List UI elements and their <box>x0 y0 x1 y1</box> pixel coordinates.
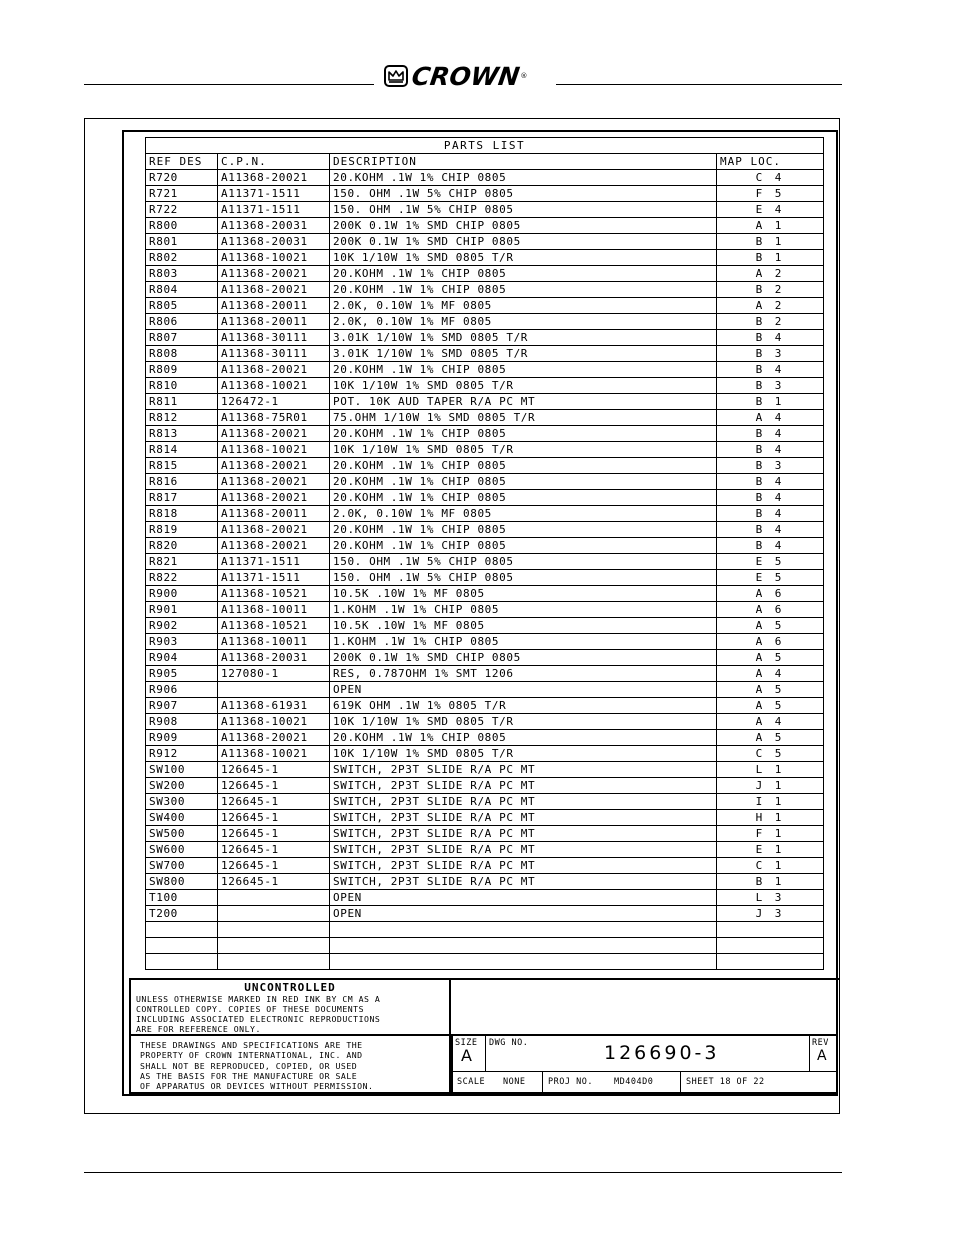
dwg-cell <box>486 1036 810 1072</box>
table-row <box>146 506 824 522</box>
cpn-cell: A11371-1511 <box>218 186 330 202</box>
table-row <box>146 746 824 762</box>
table-row <box>146 250 824 266</box>
table-row <box>146 570 824 586</box>
col-map-loc: MAP LOC. <box>717 154 824 170</box>
ref-des-cell: R801 <box>146 234 218 250</box>
size-label: SIZE <box>455 1038 478 1048</box>
map-loc-cell: C 1 <box>717 858 824 874</box>
blank-cell <box>146 938 218 954</box>
map-loc-cell: A 5 <box>717 698 824 714</box>
proprietary-notice <box>129 1034 451 1094</box>
table-row <box>146 330 824 346</box>
cpn-cell: A11368-20021 <box>218 170 330 186</box>
cpn-cell: A11368-61931 <box>218 698 330 714</box>
proprietary-line: SHALL NOT BE REPRODUCED, COPIED, OR USED <box>140 1060 358 1071</box>
crown-icon <box>384 65 408 87</box>
dwg-label: DWG NO. <box>489 1038 529 1048</box>
ref-des-cell: R808 <box>146 346 218 362</box>
proprietary-line: AS THE BASIS FOR THE MANUFACTURE OR SALE <box>140 1070 358 1081</box>
ref-des-cell: R803 <box>146 266 218 282</box>
ref-des-cell: T200 <box>146 906 218 922</box>
table-row <box>146 314 824 330</box>
ref-des-cell: R818 <box>146 506 218 522</box>
description-cell: SWITCH, 2P3T SLIDE R/A PC MT <box>330 858 717 874</box>
proj-label: PROJ NO. <box>548 1077 593 1087</box>
cpn-cell <box>218 906 330 922</box>
cpn-cell: A11368-20021 <box>218 282 330 298</box>
col-ref-des: REF DES <box>146 154 218 170</box>
ref-des-cell: R819 <box>146 522 218 538</box>
table-row <box>146 554 824 570</box>
cpn-cell: A11368-20021 <box>218 522 330 538</box>
cpn-cell: 126472-1 <box>218 394 330 410</box>
table-row <box>146 618 824 634</box>
size-value: A <box>461 1046 473 1065</box>
scale-cell <box>453 1072 543 1092</box>
ref-des-cell: R903 <box>146 634 218 650</box>
cpn-cell: 126645-1 <box>218 826 330 842</box>
notice-title: UNCONTROLLED <box>244 981 336 994</box>
table-row <box>146 394 824 410</box>
description-cell: SWITCH, 2P3T SLIDE R/A PC MT <box>330 778 717 794</box>
table-row <box>146 650 824 666</box>
table-row <box>146 282 824 298</box>
description-cell: 75.OHM 1/10W 1% SMD 0805 T/R <box>330 410 717 426</box>
ref-des-cell: R811 <box>146 394 218 410</box>
table-row <box>146 602 824 618</box>
map-loc-cell: C 4 <box>717 170 824 186</box>
ref-des-cell: R722 <box>146 202 218 218</box>
cpn-cell: 126645-1 <box>218 794 330 810</box>
map-loc-cell: A 4 <box>717 410 824 426</box>
blank-cell <box>330 954 717 970</box>
cpn-cell: A11368-30111 <box>218 346 330 362</box>
table-row <box>146 410 824 426</box>
table-row <box>146 826 824 842</box>
parts-list-title: PARTS LIST <box>146 138 824 154</box>
notice-line: CONTROLLED COPY. COPIES OF THESE DOCUMENTS <box>136 1004 365 1014</box>
proprietary-line: PROPERTY OF CROWN INTERNATIONAL, INC. AND <box>140 1050 363 1061</box>
ref-des-cell: R909 <box>146 730 218 746</box>
cpn-cell: A11368-20011 <box>218 506 330 522</box>
map-loc-cell: C 5 <box>717 746 824 762</box>
description-cell: 20.KOHM .1W 1% CHIP 0805 <box>330 458 717 474</box>
ref-des-cell: SW500 <box>146 826 218 842</box>
table-row <box>146 362 824 378</box>
ref-des-cell: R807 <box>146 330 218 346</box>
map-loc-cell: B 4 <box>717 474 824 490</box>
map-loc-cell: B 1 <box>717 234 824 250</box>
table-row <box>146 426 824 442</box>
description-cell: 20.KOHM .1W 1% CHIP 0805 <box>330 490 717 506</box>
ref-des-cell: R804 <box>146 282 218 298</box>
ref-des-cell: R822 <box>146 570 218 586</box>
map-loc-cell: E 4 <box>717 202 824 218</box>
map-loc-cell: A 6 <box>717 586 824 602</box>
table-row <box>146 714 824 730</box>
description-cell: 200K 0.1W 1% SMD CHIP 0805 <box>330 650 717 666</box>
description-cell: 10K 1/10W 1% SMD 0805 T/R <box>330 442 717 458</box>
col-description: DESCRIPTION <box>330 154 717 170</box>
cpn-cell: A11368-20031 <box>218 234 330 250</box>
cpn-cell: A11368-10021 <box>218 714 330 730</box>
ref-des-cell: SW700 <box>146 858 218 874</box>
cpn-cell: A11368-20011 <box>218 298 330 314</box>
cpn-cell: A11368-10021 <box>218 378 330 394</box>
map-loc-cell: E 1 <box>717 842 824 858</box>
table-row <box>146 234 824 250</box>
cpn-cell: 126645-1 <box>218 762 330 778</box>
description-cell: 3.01K 1/10W 1% SMD 0805 T/R <box>330 330 717 346</box>
table-row <box>146 346 824 362</box>
description-cell: 1.KOHM .1W 1% CHIP 0805 <box>330 634 717 650</box>
description-cell: 20.KOHM .1W 1% CHIP 0805 <box>330 426 717 442</box>
uncontrolled-notice <box>129 978 451 1036</box>
ref-des-cell: R907 <box>146 698 218 714</box>
table-row <box>146 666 824 682</box>
description-cell: 20.KOHM .1W 1% CHIP 0805 <box>330 474 717 490</box>
description-cell: 200K 0.1W 1% SMD CHIP 0805 <box>330 218 717 234</box>
table-row <box>146 474 824 490</box>
description-cell: 10K 1/10W 1% SMD 0805 T/R <box>330 378 717 394</box>
description-cell: 20.KOHM .1W 1% CHIP 0805 <box>330 538 717 554</box>
description-cell: 150. OHM .1W 5% CHIP 0805 <box>330 570 717 586</box>
cpn-cell: 127080-1 <box>218 666 330 682</box>
cpn-cell: A11368-10521 <box>218 586 330 602</box>
cpn-cell: A11368-10021 <box>218 442 330 458</box>
table-row <box>146 586 824 602</box>
map-loc-cell: J 3 <box>717 906 824 922</box>
description-cell: 3.01K 1/10W 1% SMD 0805 T/R <box>330 346 717 362</box>
table-row <box>146 762 824 778</box>
map-loc-cell: B 3 <box>717 378 824 394</box>
blank-row <box>146 954 824 970</box>
ref-des-cell: R816 <box>146 474 218 490</box>
map-loc-cell: F 5 <box>717 186 824 202</box>
cpn-cell: A11368-20021 <box>218 458 330 474</box>
cpn-cell: A11368-30111 <box>218 330 330 346</box>
table-row <box>146 186 824 202</box>
map-loc-cell: A 5 <box>717 730 824 746</box>
parts-list-table <box>145 137 824 970</box>
description-cell: 200K 0.1W 1% SMD CHIP 0805 <box>330 234 717 250</box>
ref-des-cell: R901 <box>146 602 218 618</box>
ref-des-cell: R800 <box>146 218 218 234</box>
map-loc-cell: B 2 <box>717 314 824 330</box>
ref-des-cell: R904 <box>146 650 218 666</box>
ref-des-cell: SW300 <box>146 794 218 810</box>
sheet-number: SHEET 18 OF 22 <box>686 1077 765 1087</box>
table-row <box>146 858 824 874</box>
table-row <box>146 538 824 554</box>
cpn-cell: A11368-20021 <box>218 730 330 746</box>
ref-des-cell: SW100 <box>146 762 218 778</box>
ref-des-cell: R809 <box>146 362 218 378</box>
cpn-cell: A11368-20021 <box>218 474 330 490</box>
map-loc-cell: A 5 <box>717 650 824 666</box>
map-loc-cell: B 1 <box>717 250 824 266</box>
description-cell: 10.5K .10W 1% MF 0805 <box>330 618 717 634</box>
cpn-cell: A11368-10521 <box>218 618 330 634</box>
table-row <box>146 490 824 506</box>
cpn-cell: A11368-10021 <box>218 746 330 762</box>
cpn-cell: A11371-1511 <box>218 570 330 586</box>
ref-des-cell: R821 <box>146 554 218 570</box>
col-cpn: C.P.N. <box>218 154 330 170</box>
map-loc-cell: B 2 <box>717 282 824 298</box>
cpn-cell <box>218 682 330 698</box>
ref-des-cell: R902 <box>146 618 218 634</box>
blank-cell <box>218 954 330 970</box>
blank-cell <box>146 954 218 970</box>
description-cell: 20.KOHM .1W 1% CHIP 0805 <box>330 170 717 186</box>
ref-des-cell: R906 <box>146 682 218 698</box>
proprietary-line: OF APPARATUS OR DEVICES WITHOUT PERMISSION. <box>140 1081 374 1092</box>
map-loc-cell: E 5 <box>717 554 824 570</box>
ref-des-cell: R805 <box>146 298 218 314</box>
crown-logo <box>384 62 554 90</box>
table-row <box>146 442 824 458</box>
ref-des-cell: SW200 <box>146 778 218 794</box>
ref-des-cell: R814 <box>146 442 218 458</box>
description-cell: 10K 1/10W 1% SMD 0805 T/R <box>330 746 717 762</box>
cpn-cell: A11368-10011 <box>218 602 330 618</box>
description-cell: RES, 0.787OHM 1% SMT 1206 <box>330 666 717 682</box>
blank-row <box>146 922 824 938</box>
notice-line: UNLESS OTHERWISE MARKED IN RED INK BY CM AS A <box>136 994 381 1004</box>
table-row <box>146 730 824 746</box>
description-cell: 150. OHM .1W 5% CHIP 0805 <box>330 554 717 570</box>
map-loc-cell: A 1 <box>717 218 824 234</box>
map-loc-cell: B 4 <box>717 330 824 346</box>
description-cell: 10K 1/10W 1% SMD 0805 T/R <box>330 714 717 730</box>
map-loc-cell: B 4 <box>717 442 824 458</box>
notice-line: ARE FOR REFERENCE ONLY. <box>136 1024 261 1034</box>
cpn-cell: 126645-1 <box>218 874 330 890</box>
description-cell: SWITCH, 2P3T SLIDE R/A PC MT <box>330 794 717 810</box>
ref-des-cell: SW600 <box>146 842 218 858</box>
ref-des-cell: R912 <box>146 746 218 762</box>
blank-box <box>449 978 840 1036</box>
parts-list-body <box>146 170 824 970</box>
table-row <box>146 810 824 826</box>
map-loc-cell: A 4 <box>717 666 824 682</box>
blank-cell <box>330 922 717 938</box>
description-cell: POT. 10K AUD TAPER R/A PC MT <box>330 394 717 410</box>
map-loc-cell: B 1 <box>717 874 824 890</box>
rev-label: REV <box>812 1038 829 1048</box>
map-loc-cell: A 5 <box>717 682 824 698</box>
description-cell: 619K OHM .1W 1% 0805 T/R <box>330 698 717 714</box>
description-cell: 2.0K, 0.10W 1% MF 0805 <box>330 506 717 522</box>
ref-des-cell: R905 <box>146 666 218 682</box>
description-cell: 10.5K .10W 1% MF 0805 <box>330 586 717 602</box>
table-row <box>146 298 824 314</box>
cpn-cell: A11368-20021 <box>218 538 330 554</box>
blank-cell <box>330 938 717 954</box>
cpn-cell: 126645-1 <box>218 858 330 874</box>
ref-des-cell: R806 <box>146 314 218 330</box>
description-cell: 150. OHM .1W 5% CHIP 0805 <box>330 202 717 218</box>
cpn-cell: A11368-20011 <box>218 314 330 330</box>
table-row <box>146 682 824 698</box>
description-cell: 1.KOHM .1W 1% CHIP 0805 <box>330 602 717 618</box>
map-loc-cell: B 4 <box>717 522 824 538</box>
blank-cell <box>717 954 824 970</box>
table-row <box>146 874 824 890</box>
map-loc-cell: E 5 <box>717 570 824 586</box>
table-row <box>146 778 824 794</box>
blank-cell <box>146 922 218 938</box>
table-row <box>146 890 824 906</box>
ref-des-cell: R812 <box>146 410 218 426</box>
cpn-cell: A11368-75R01 <box>218 410 330 426</box>
description-cell: 20.KOHM .1W 1% CHIP 0805 <box>330 730 717 746</box>
description-cell: SWITCH, 2P3T SLIDE R/A PC MT <box>330 842 717 858</box>
scale-label: SCALE <box>457 1077 486 1087</box>
cpn-cell: A11368-20021 <box>218 266 330 282</box>
description-cell: 20.KOHM .1W 1% CHIP 0805 <box>330 362 717 378</box>
blank-row <box>146 938 824 954</box>
map-loc-cell: A 6 <box>717 634 824 650</box>
ref-des-cell: SW400 <box>146 810 218 826</box>
map-loc-cell: B 3 <box>717 458 824 474</box>
map-loc-cell: B 4 <box>717 538 824 554</box>
header-rule-left <box>84 84 374 85</box>
proj-value: MD404D0 <box>614 1077 654 1087</box>
table-row <box>146 906 824 922</box>
ref-des-cell: R815 <box>146 458 218 474</box>
description-cell: 10K 1/10W 1% SMD 0805 T/R <box>330 250 717 266</box>
map-loc-cell: B 4 <box>717 362 824 378</box>
description-cell: 2.0K, 0.10W 1% MF 0805 <box>330 314 717 330</box>
description-cell: 2.0K, 0.10W 1% MF 0805 <box>330 298 717 314</box>
cpn-cell: A11368-20021 <box>218 490 330 506</box>
description-cell: SWITCH, 2P3T SLIDE R/A PC MT <box>330 826 717 842</box>
dwg-number: 126690-3 <box>604 1042 720 1064</box>
description-cell: SWITCH, 2P3T SLIDE R/A PC MT <box>330 874 717 890</box>
description-cell: 20.KOHM .1W 1% CHIP 0805 <box>330 522 717 538</box>
table-row <box>146 218 824 234</box>
cpn-cell: 126645-1 <box>218 778 330 794</box>
map-loc-cell: A 4 <box>717 714 824 730</box>
cpn-cell: 126645-1 <box>218 810 330 826</box>
map-loc-cell: A 6 <box>717 602 824 618</box>
cpn-cell: A11368-20031 <box>218 650 330 666</box>
ref-des-cell: SW800 <box>146 874 218 890</box>
proprietary-line: THESE DRAWINGS AND SPECIFICATIONS ARE THE <box>140 1040 363 1050</box>
cpn-cell: A11371-1511 <box>218 202 330 218</box>
cpn-cell: A11368-10011 <box>218 634 330 650</box>
header-rule-right <box>556 84 842 85</box>
table-row <box>146 378 824 394</box>
map-loc-cell: H 1 <box>717 810 824 826</box>
description-cell: SWITCH, 2P3T SLIDE R/A PC MT <box>330 810 717 826</box>
map-loc-cell: L 1 <box>717 762 824 778</box>
table-row <box>146 794 824 810</box>
cpn-cell: A11368-20031 <box>218 218 330 234</box>
table-row <box>146 458 824 474</box>
ref-des-cell: R900 <box>146 586 218 602</box>
title-block <box>451 1034 838 1094</box>
map-loc-cell: A 2 <box>717 266 824 282</box>
map-loc-cell: F 1 <box>717 826 824 842</box>
registered-mark: ® <box>520 72 528 80</box>
blank-cell <box>717 938 824 954</box>
table-row <box>146 842 824 858</box>
table-row <box>146 698 824 714</box>
description-cell: 20.KOHM .1W 1% CHIP 0805 <box>330 266 717 282</box>
size-cell <box>453 1036 486 1072</box>
description-cell: SWITCH, 2P3T SLIDE R/A PC MT <box>330 762 717 778</box>
description-cell: 20.KOHM .1W 1% CHIP 0805 <box>330 282 717 298</box>
map-loc-cell: I 1 <box>717 794 824 810</box>
cpn-cell <box>218 890 330 906</box>
notice-line: INCLUDING ASSOCIATED ELECTRONIC REPRODUCTIONS <box>136 1014 381 1024</box>
blank-cell <box>218 938 330 954</box>
description-cell: 150. OHM .1W 5% CHIP 0805 <box>330 186 717 202</box>
ref-des-cell: R802 <box>146 250 218 266</box>
brand-name: CROWN <box>409 61 522 91</box>
cpn-cell: A11371-1511 <box>218 554 330 570</box>
ref-des-cell: R817 <box>146 490 218 506</box>
description-cell: OPEN <box>330 682 717 698</box>
table-row <box>146 266 824 282</box>
cpn-cell: A11368-20021 <box>218 362 330 378</box>
map-loc-cell: J 1 <box>717 778 824 794</box>
ref-des-cell: R810 <box>146 378 218 394</box>
table-row <box>146 522 824 538</box>
table-row <box>146 634 824 650</box>
ref-des-cell: R908 <box>146 714 218 730</box>
proj-cell <box>543 1072 681 1092</box>
rev-value: A <box>817 1048 828 1064</box>
sheet-cell <box>681 1072 836 1092</box>
ref-des-cell: R721 <box>146 186 218 202</box>
table-row <box>146 202 824 218</box>
description-cell: OPEN <box>330 906 717 922</box>
description-cell: OPEN <box>330 890 717 906</box>
rev-cell <box>810 1036 836 1072</box>
map-loc-cell: B 3 <box>717 346 824 362</box>
map-loc-cell: B 4 <box>717 490 824 506</box>
map-loc-cell: L 3 <box>717 890 824 906</box>
map-loc-cell: B 4 <box>717 506 824 522</box>
cpn-cell: A11368-10021 <box>218 250 330 266</box>
footer-rule <box>84 1172 842 1173</box>
blank-cell <box>717 922 824 938</box>
scale-value: NONE <box>503 1077 526 1087</box>
ref-des-cell: T100 <box>146 890 218 906</box>
blank-cell <box>218 922 330 938</box>
ref-des-cell: R813 <box>146 426 218 442</box>
table-row <box>146 170 824 186</box>
ref-des-cell: R820 <box>146 538 218 554</box>
map-loc-cell: A 2 <box>717 298 824 314</box>
cpn-cell: 126645-1 <box>218 842 330 858</box>
map-loc-cell: A 5 <box>717 618 824 634</box>
cpn-cell: A11368-20021 <box>218 426 330 442</box>
map-loc-cell: B 1 <box>717 394 824 410</box>
map-loc-cell: B 4 <box>717 426 824 442</box>
ref-des-cell: R720 <box>146 170 218 186</box>
